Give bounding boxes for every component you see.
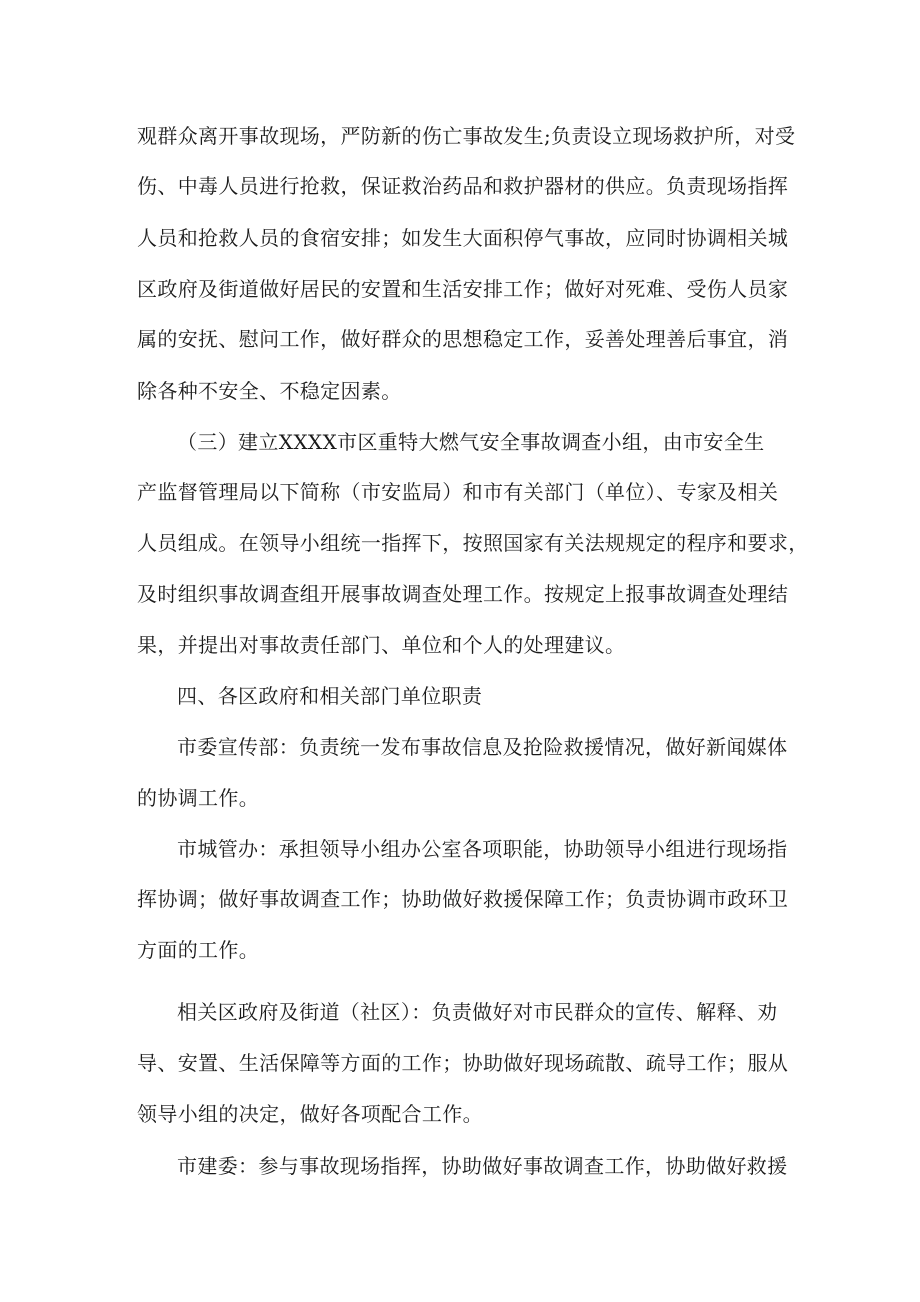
paragraph-5-line-2: 导、安置、生活保障等方面的工作；协助做好现场疏散、疏导工作；服从 [137,1051,789,1075]
paragraph-1-line-2: 伤、中毒人员进行抢救，保证救治药品和救护器材的供应。负责现场指挥 [137,174,789,198]
paragraph-3-line-2: 的协调工作。 [137,786,260,810]
paragraph-5-line-1: 相关区政府及街道（社区）：负责做好对市民群众的宣传、解释、劝 [177,1000,778,1024]
paragraph-5-line-3: 领导小组的决定，做好各项配合工作。 [137,1102,483,1126]
paragraph-2-line-2: 产监督管理局以下简称（市安监局）和市有关部门（单位）、专家及相关 [137,480,779,504]
paragraph-2-line-3: 人员组成。在领导小组统一指挥下，按照国家有关法规规定的程序和要求， [137,531,809,555]
paragraph-1-line-4: 区政府及街道做好居民的安置和生活安排工作；做好对死难、受伤人员家 [137,277,789,301]
paragraph-2-line-1: （三）建立XXXX市区重特大燃气安全事故调查小组，由市安全生 [177,430,765,454]
paragraph-1-line-1: 观群众离开事故现场，严防新的伤亡事故发生;负责设立现场救护所，对受 [137,124,796,148]
paragraph-1-line-3: 人员和抢救人员的食宿安排；如发生大面积停气事故，应同时协调相关城 [137,226,789,250]
paragraph-6-line-1: 市建委：参与事故现场指挥，协助做好事故调查工作，协助做好救援 [177,1154,788,1178]
paragraph-3-line-1: 市委宣传部：负责统一发布事故信息及抢险救援情况，做好新闻媒体 [177,735,788,759]
paragraph-2-line-5: 果，并提出对事故责任部门、单位和个人的处理建议。 [137,633,626,657]
paragraph-1-line-5: 属的安抚、慰问工作，做好群众的思想稳定工作，妥善处理善后事宜，消 [137,327,789,351]
paragraph-4-line-2: 挥协调；做好事故调查工作；协助做好救援保障工作；负责协调市政环卫 [137,887,789,911]
paragraph-4-line-3: 方面的工作。 [137,938,260,962]
paragraph-1-line-6: 除各种不安全、不稳定因素。 [137,379,402,403]
paragraph-4-line-1: 市城管办：承担领导小组办公室各项职能，协助领导小组进行现场指 [177,837,788,861]
section-heading: 四、各区政府和相关部门单位职责 [177,684,483,708]
paragraph-2-line-4: 及时组织事故调查组开展事故调查处理工作。按规定上报事故调查处理结 [137,582,789,606]
